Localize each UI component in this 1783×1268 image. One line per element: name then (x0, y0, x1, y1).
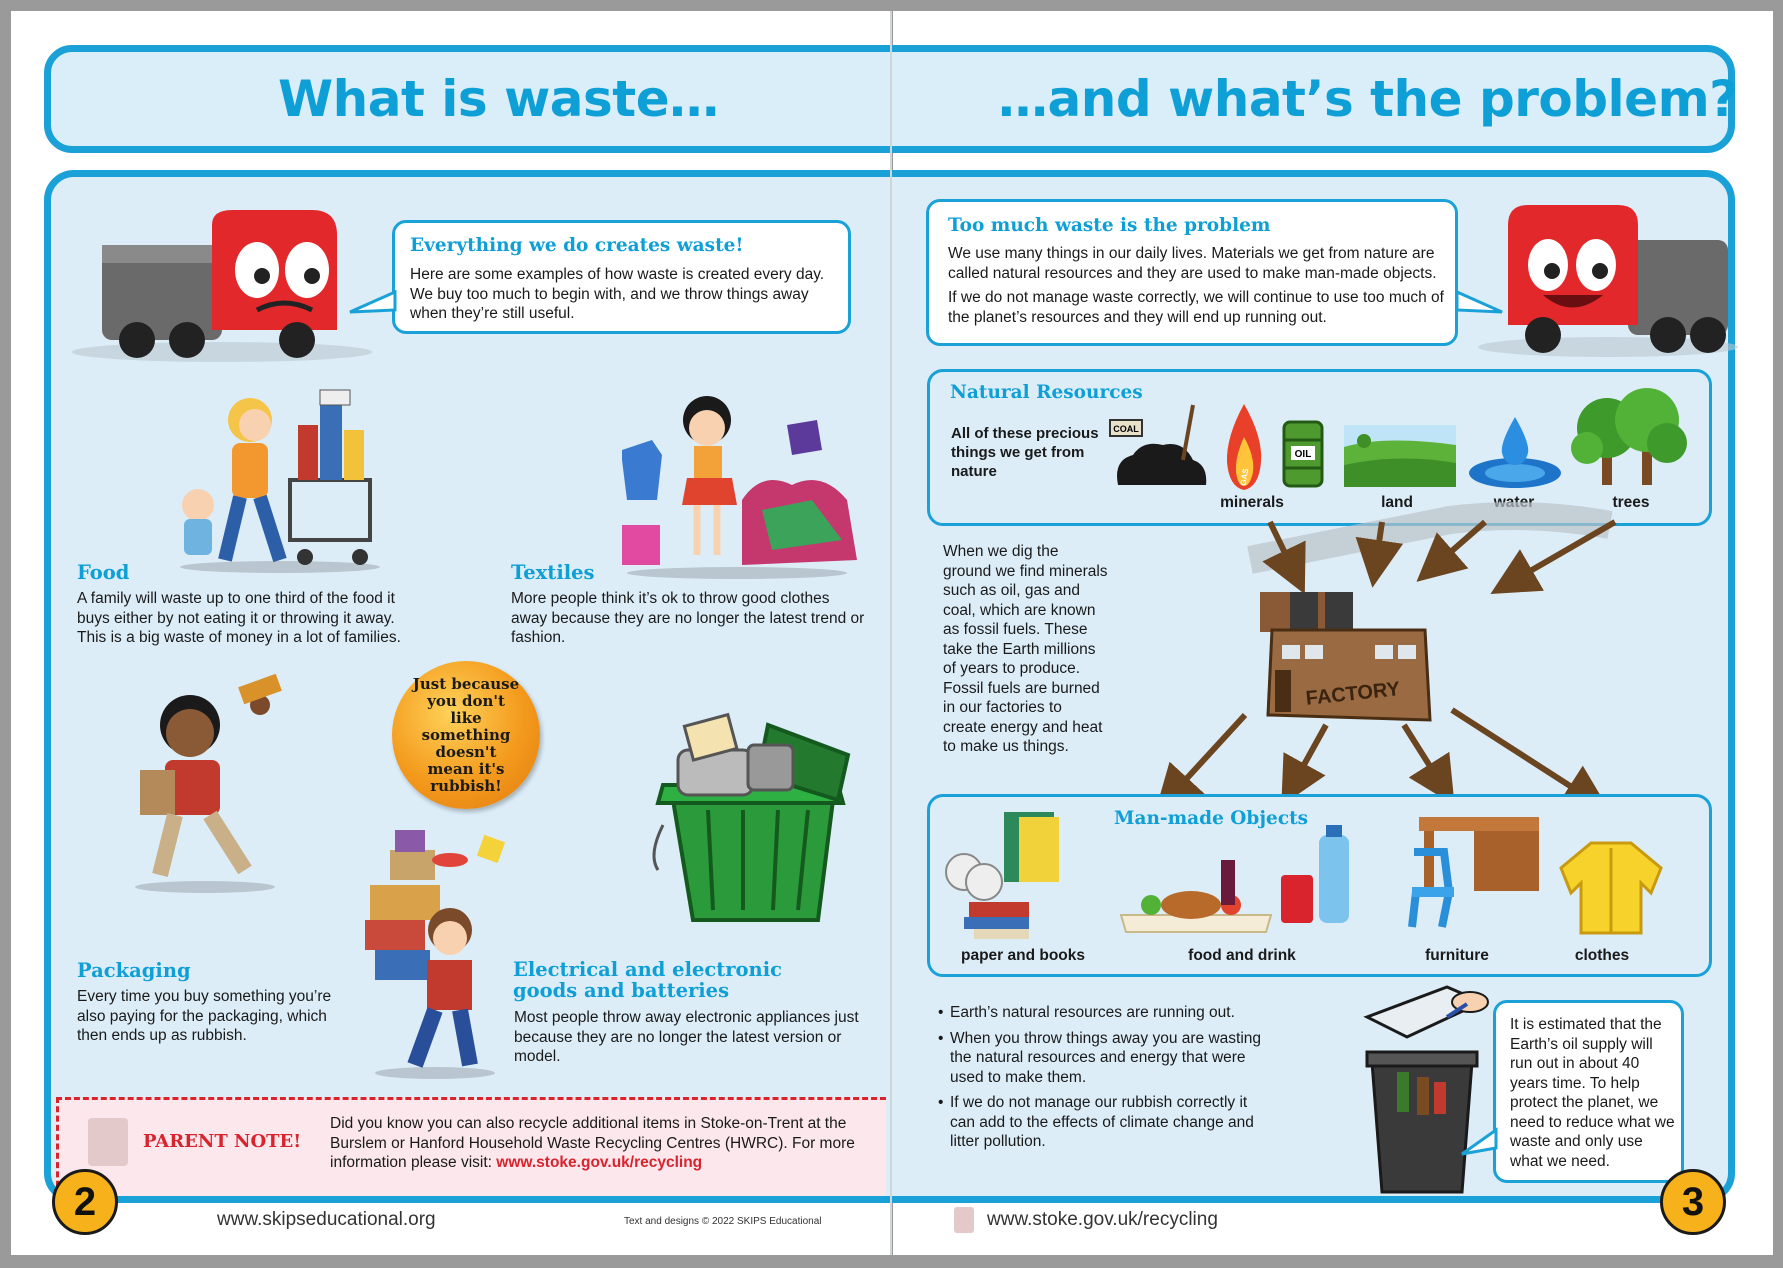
truck-mascot-right (1468, 195, 1738, 360)
gas-label: GAS (1238, 467, 1251, 487)
boy-carrying-boxes-illustration (355, 830, 515, 1080)
copyright-text: Text and designs © 2022 SKIPS Educational (624, 1216, 822, 1227)
coal-icon (1108, 405, 1213, 490)
right-footer-url[interactable]: www.stoke.gov.uk/recycling (987, 1209, 1218, 1230)
food-and-drink-icon (1116, 820, 1361, 940)
parent-note-label: PARENT NOTE! (143, 1131, 302, 1152)
right-page-number: 3 (1660, 1169, 1726, 1235)
object-label-clothes: clothes (1574, 947, 1630, 964)
speech-tail-left (348, 290, 398, 320)
object-label-food-and-drink: food and drink (1188, 947, 1296, 964)
fossil-fuels-text: When we dig the ground we find minerals such as oil, gas and coal, which are known as fossil fuels. These take the Earth millions of years to produce. Fossil fuels are burned in our factories to create energy and heat to make us things. (943, 543, 1108, 755)
oil-label: OIL (1294, 449, 1312, 460)
resource-label-trees: trees (1612, 494, 1650, 511)
textiles-heading: Textiles (511, 561, 595, 584)
bullet-item: • Earth’s natural resources are running out. (938, 1003, 1268, 1023)
natural-resources-heading: Natural Resources (950, 382, 1143, 403)
oil-note-bubble (1493, 1000, 1684, 1183)
resource-label-land: land (1381, 494, 1413, 511)
right-speech-para1: We use many things in our daily lives. Materials we get from nature are called natural resources and they are used to make man-made objects. (948, 245, 1437, 282)
paper-and-books-icon (944, 812, 1069, 942)
left-title: What is waste… (278, 70, 719, 128)
parent-note-text (330, 1114, 865, 1173)
factory-diagram (1090, 520, 1670, 810)
water-drop-icon (1468, 415, 1563, 490)
oil-barrel-icon (1282, 418, 1324, 488)
recycling-bin-illustration (1362, 982, 1512, 1194)
right-speech-heading: Too much waste is the problem (948, 215, 1271, 236)
coal-sign-label: COAL (1113, 424, 1139, 434)
object-label-paper-and-books: paper and books (960, 947, 1086, 964)
textiles-text: More people think it’s ok to throw good clothes away because they are no longer the latest trend or fashion. (511, 590, 865, 646)
right-speech-para2: If we do not manage waste correctly, we will continue to use too much of the planet’s resources and they will end up running out. (948, 289, 1444, 326)
page-fold (890, 11, 892, 1255)
oil-note-tail (1460, 1128, 1500, 1158)
left-speech-bubble (392, 220, 851, 334)
food-heading: Food (77, 561, 130, 584)
left-footer-url[interactable]: www.skipseducational.org (217, 1209, 436, 1230)
object-label-furniture: furniture (1425, 947, 1489, 964)
furniture-icon (1404, 812, 1544, 932)
right-title: …and what’s the problem? (998, 70, 1738, 128)
bullet-item: • When you throw things away you are wasting the natural resources and energy that were used to make them. (938, 1029, 1268, 1088)
factory-label: FACTORY (1304, 678, 1402, 710)
parent-note-body: Did you know you can also recycle additional items in Stoke-on-Trent at the Burslem or Hanford Household Waste Recycling Centres (HWRC). For more information please visit: (330, 1115, 855, 1171)
resource-label-minerals: minerals (1220, 494, 1284, 511)
food-text: A family will waste up to one third of the food it buys either by not eating it or throwing it away. This is a big waste of money in a lot of families. (77, 590, 401, 646)
parent-note-crest (88, 1118, 128, 1166)
speech-text: Here are some examples of how waste is created every day. We buy too much to begin with, and we throw things away when they’re still useful. (410, 266, 825, 322)
gas-flame-icon (1223, 402, 1265, 492)
speech-heading: Everything we do creates waste! (410, 235, 744, 256)
truck-mascot-left (62, 200, 382, 365)
trees-icon (1567, 388, 1692, 488)
natural-resources-intro: All of these precious things we get from nature (951, 425, 1099, 480)
parent-note-link[interactable]: www.stoke.gov.uk/recycling (496, 1154, 703, 1171)
problem-bullet-list (938, 1003, 1268, 1158)
boy-with-food-bag-illustration (115, 675, 290, 895)
electrical-heading: Electrical and electronic goods and batteries (513, 958, 783, 1002)
clothes-jacket-icon (1556, 838, 1666, 938)
electrical-waste-bin-illustration (648, 715, 853, 925)
land-icon (1344, 425, 1456, 487)
electrical-text: Most people throw away electronic appliances just because they are no longer the latest version or model. (514, 1009, 859, 1065)
resource-label-water: water (1493, 494, 1535, 511)
packaging-heading: Packaging (77, 959, 191, 982)
man-made-heading: Man-made Objects (1114, 808, 1309, 829)
family-shopping-illustration (170, 385, 390, 575)
oil-note-text: It is estimated that the Earth’s oil supply will run out in about 40 years time. To help protect the planet, we need to reduce what we waste and only use what we need. (1510, 1016, 1675, 1170)
rubbish-badge-text: Just because you don't like something doesn't mean it's rubbish! (412, 675, 520, 795)
packaging-text: Every time you buy something you’re also paying for the packaging, which then ends up as rubbish. (77, 988, 332, 1044)
girl-with-clothes-illustration (612, 390, 862, 580)
right-speech-bubble (926, 199, 1458, 346)
left-page-number: 2 (52, 1169, 118, 1235)
bullet-item: • If we do not manage our rubbish correctly it can add to the effects of climate change and litter pollution. (938, 1093, 1268, 1152)
stoke-crest-logo (954, 1207, 974, 1233)
